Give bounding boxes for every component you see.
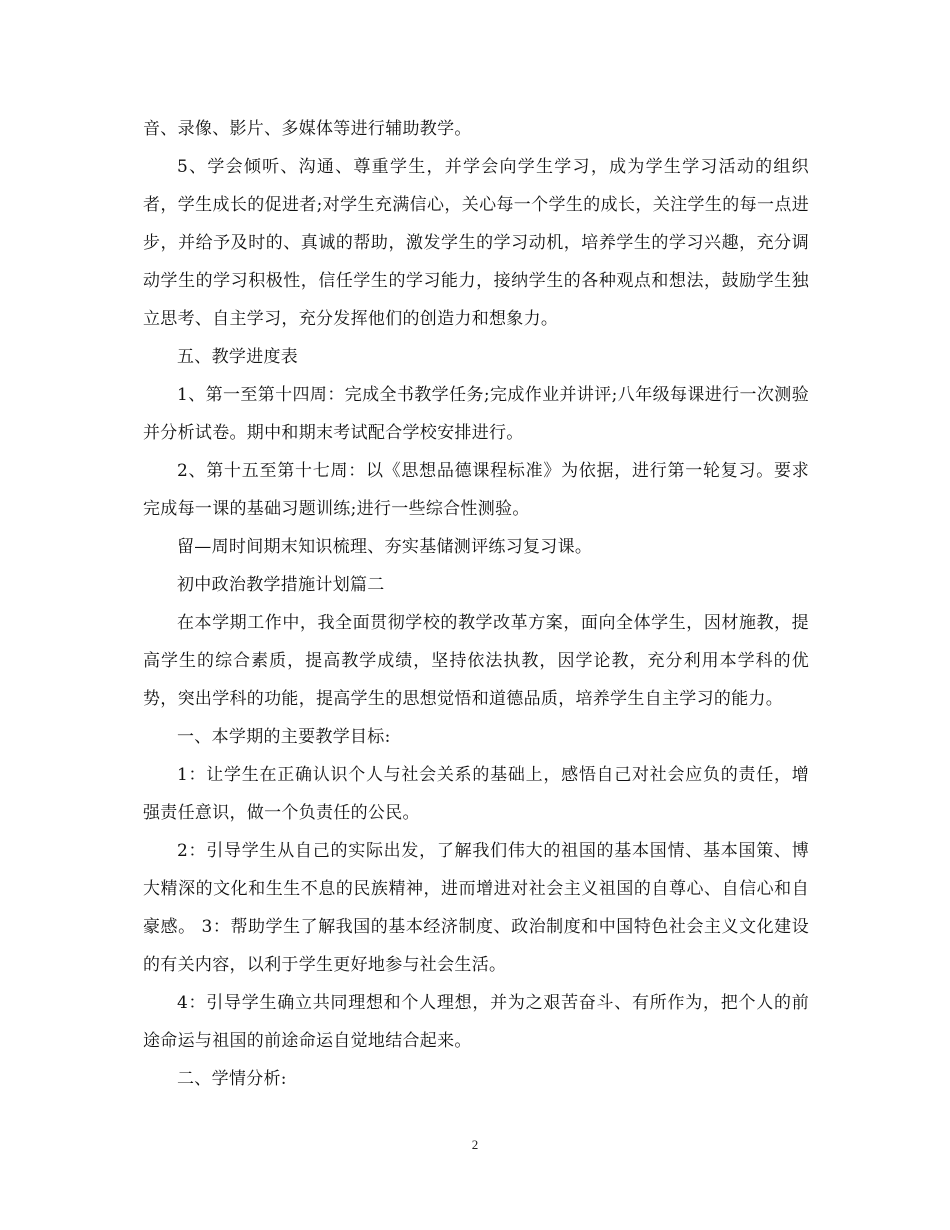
document-body [143, 110, 809, 1098]
page-number: 2 [471, 1137, 479, 1152]
paragraph-8: 在本学期工作中，我全面贯彻学校的教学改革方案，面向全体学生，因材施教，提高学生的综合素质，提高教学成绩，坚持依法执教，因学论教，充分利用本学科的优势，突出学科的功能，提高学生的思想觉悟和道德品质，培养学生自主学习的能力。 [143, 613, 809, 709]
paragraph-2: 5、学会倾听、沟通、尊重学生，并学会向学生学习，成为学生学习活动的组织者，学生成长的促进者;对学生充满信心，关心每一个学生的成长，关注学生的每一点进步，并给予及时的、真诚的帮助，激发学生的学习动机，培养学生的学习兴趣，充分调动学生的学习积极性，信任学生的学习能力，接纳学生的各种观点和想法，鼓励学生独立思考、自主学习，充分发挥他们的创造力和想象力。 [143, 157, 809, 329]
section-heading-goals: 一、本学期的主要教学目标: [177, 727, 391, 747]
paragraph-4: 1、第一至第十四周：完成全书教学任务;完成作业并讲评;八年级每课进行一次测验并分析试卷。期中和期末考试配合学校安排进行。 [143, 385, 809, 443]
paragraph-10: 1：让学生在正确认识个人与社会关系的基础上，感悟自己对社会应负的责任，增强责任意识，做一个负责任的公民。 [143, 765, 809, 823]
section-heading-analysis: 二、学情分析: [177, 1069, 287, 1089]
paragraph-12: 4：引导学生确立共同理想和个人理想，并为之艰苦奋斗、有所作为，把个人的前途命运与祖国的前途命运自觉地结合起来。 [143, 993, 809, 1051]
section-heading-schedule: 五、教学进度表 [177, 347, 299, 367]
paragraph-6: 留—周时间期末知识梳理、夯实基储测评练习复习课。 [177, 537, 593, 557]
paragraph-5: 2、第十五至第十七周：以《思想品德课程标准》为依据，进行第一轮复习。要求完成每一课的基础习题训练;进行一些综合性测验。 [143, 461, 809, 519]
paragraph-1: 音、录像、影片、多媒体等进行辅助教学。 [143, 119, 472, 139]
paragraph-11: 2：引导学生从自己的实际出发，了解我们伟大的祖国的基本国情、基本国策、博大精深的文化和生生不息的民族精神，进而增进对社会主义祖国的自尊心、自信心和自豪感。 3：帮助学生了解我国的基本经济制度、政治制度和中国特色社会主义文化建设的有关内容，以利于学生更好地参与社会生活。 [143, 841, 809, 975]
section-title-part-two: 初中政治教学措施计划篇二 [177, 575, 385, 595]
